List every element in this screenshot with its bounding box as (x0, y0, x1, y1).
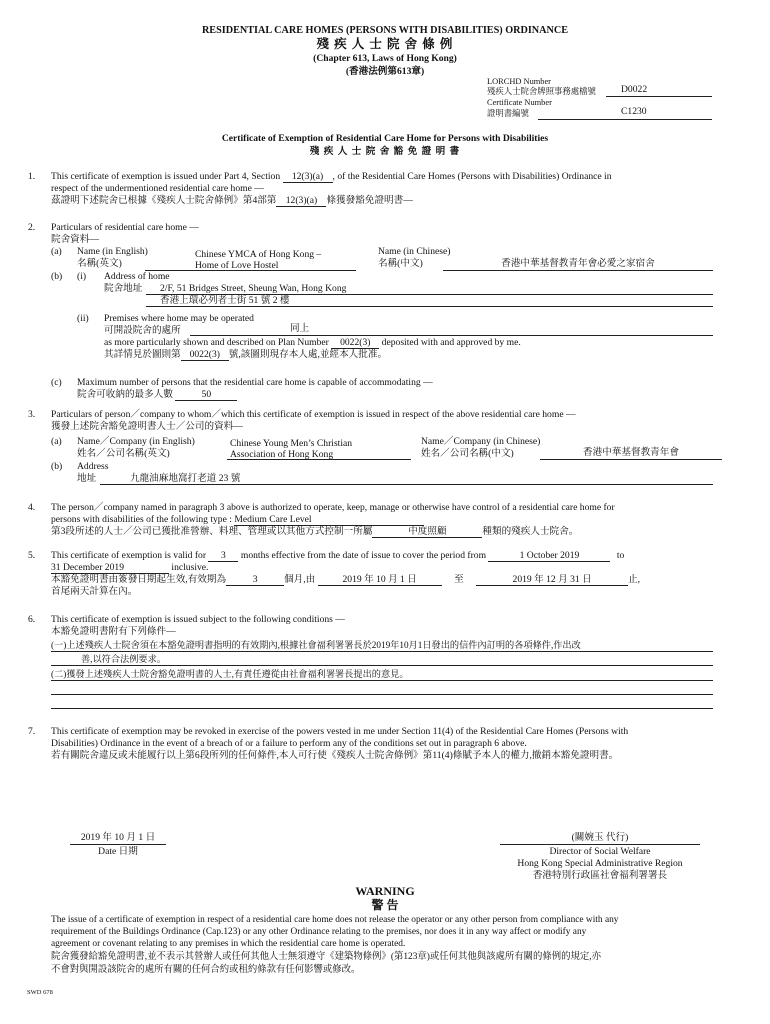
validity-line-en-1: This certificate of exemption is valid for 3 months effective from the date of issue to cover the period from 1 October 2019 to (51, 550, 625, 561)
section-2-heading-en: Particulars of residential care home — (51, 222, 199, 233)
valid-from-zh: 2019 年 10 月 1 日 (318, 574, 442, 586)
operator-name-en-label-zh: 姓名／公司名稱(英文) (77, 448, 170, 459)
condition-2: (二)獲發上述殘疾人士院舍豁免證明書的人士,有責任遵從由社會福利署署長提出的意見。 (51, 669, 409, 679)
section-1-line-2: respect of the undermentioned residential care home — (51, 183, 264, 194)
item-a-marker: (a) (51, 246, 62, 257)
section-1-line-zh: 茲證明下述院舍已根據《殘疾人士院舍條例》第4部第 12(3)(a) 條獲發豁免證明書— (51, 195, 413, 206)
signer-title-en: Director of Social Welfare (549, 846, 651, 857)
operator-name-en-value-1: Chinese Young Men’s Christian (230, 438, 353, 449)
item-3a-marker: (a) (51, 436, 62, 447)
conditions-heading-en: This certificate of exemption is issued subject to the following conditions — (51, 614, 345, 625)
cert-value: C1230 (621, 106, 647, 117)
validity-line-zh-1: 本豁免證明書由簽發日期起生效,有效期為 3 個月,由 2019 年 10 月 1 日 至 2019 年 12 月 31 日 止, (51, 574, 641, 585)
premises-label-zh: 可開設院舍的處所 (104, 325, 181, 336)
premises-value: 同上 (290, 323, 310, 334)
section-ref-zh: 12(3)(a) (276, 195, 326, 207)
operator-address-label: Address (77, 461, 109, 472)
ordinance-title-en: RESIDENTIAL CARE HOMES (PERSONS WITH DISABILITIES) ORDINANCE (201, 25, 569, 36)
section-6-number: 6. (28, 614, 36, 625)
condition-1-line-2: 善,以符合法例要求。 (81, 654, 166, 664)
item-b-ii-marker: (ii) (77, 313, 89, 324)
signer-region-en: Hong Kong Special Administrative Region (517, 858, 683, 869)
warning-title-zh: 警 告 (371, 898, 399, 912)
care-type-zh: 中度照顧 (372, 526, 482, 538)
condition-1-line-1: (一)上述殘疾人士院舍須在本豁免證明書指明的有效期內,根據社會福利署署長於2019年10月1日發出的信件內訂明的各項條件,作出改 (51, 640, 581, 650)
warning-title-en: WARNING (355, 884, 415, 898)
home-name-en-label: Name (in English) (77, 246, 148, 257)
warning-en-1: The issue of a certificate of exemption in respect of a residential care home does not release the operator or any other person from compliance with any (51, 915, 619, 925)
section-1-line-1: This certificate of exemption is issued under Part 4, Section 12(3)(a) , of the Residential Care Homes (Persons with Disabilities) Ordinance in (51, 171, 612, 182)
item-b-i-marker: (i) (77, 271, 87, 282)
home-address-en: 2/F, 51 Bridges Street, Sheung Wan, Hong Kong (160, 283, 347, 294)
lorchd-label-en: LORCHD Number (487, 77, 551, 86)
home-name-zh-value: 香港中華基督教青年會必愛之家宿舍 (443, 258, 713, 271)
warning-en-3: agreement or covenant relating to any premises in which the residential care home is operated. (51, 939, 406, 949)
operator-name-en-label: Name／Company (in English) (77, 436, 195, 447)
operator-name-zh-value: 香港中華基督教青年會 (540, 447, 722, 460)
valid-from-en: 1 October 2019 (488, 550, 610, 562)
plan-number-zh: 0022(3) (181, 349, 229, 361)
max-persons-value: 50 (175, 389, 237, 401)
validity-line-en-2: 31 December 2019 inclusive. (51, 562, 209, 573)
revocation-line-2: Disabilities) Ordinance in the event of a breach of or a failure to perform any of the conditions set out in paragraph 6 above. (51, 738, 527, 749)
form-code: SWD 678 (27, 989, 53, 996)
section-3-number: 3. (28, 409, 36, 420)
home-address-label-zh: 院舍地址 (104, 283, 143, 294)
warning-en-2: requirement of the Buildings Ordinance (Cap.123) or any other Ordinance relating to the premises, nor does it in any way affect or modify any (51, 927, 587, 937)
lorchd-label-zh: 殘疾人士院舍牌照事務處檔號 (487, 87, 596, 96)
home-address-zh: 香港上環必列者士街 51 號 2 樓 (160, 295, 290, 306)
warning-zh-1: 院舍獲發給豁免證明書,並不表示其營辦人或任何其他人士無須遵守《建築物條例》(第123章)或任何其他與該處所有關的條例的規定,亦 (51, 952, 601, 962)
item-3b-marker: (b) (51, 461, 63, 472)
item-c-marker: (c) (51, 377, 62, 388)
section-ref: 12(3)(a) (283, 171, 333, 183)
validity-months-zh: 3 (226, 574, 284, 586)
chapter-en: (Chapter 613, Laws of Hong Kong) (313, 53, 457, 64)
section-2-heading-zh: 院舍資料— (51, 234, 99, 245)
lorchd-value: D0022 (621, 84, 648, 95)
section-4-line-zh: 第3段所述的人士／公司已獲批准營辦、料理、管理或以其他方式控制一所屬 中度照顧 種類的殘疾人士院舍。 (51, 526, 579, 537)
valid-to-zh: 2019 年 12 月 31 日 (476, 574, 628, 586)
cert-label-zh: 證明書編號 (487, 109, 529, 118)
operator-address-label-zh: 地址 (77, 473, 97, 484)
issue-date-label: Date 日期 (98, 846, 138, 857)
issue-date: 2019 年 10 月 1 日 (70, 832, 166, 845)
certificate-title-en: Certificate of Exemption of Residential Care Home for Persons with Disabilities (221, 133, 549, 144)
signer-title-zh: 香港特別行政區社會福利署署長 (532, 870, 668, 881)
ordinance-title-zh: 殘 疾 人 士 院 舍 條 例 (316, 37, 454, 51)
max-persons-line: 院舍可收納的最多人數 50 (77, 389, 237, 401)
section-4-line-1: The person／company named in paragraph 3 above is authorized to operate, keep, manage or otherwise have control of a residential care home for (51, 502, 615, 513)
max-persons-label: Maximum number of persons that the residential care home is capable of accommodating — (77, 377, 433, 388)
section-3-heading-zh: 獲發上述院舍豁免證明書人士／公司的資料— (51, 421, 243, 432)
valid-to-en: 31 December 2019 (51, 562, 169, 574)
validity-line-zh-2: 首尾兩天計算在內。 (51, 586, 138, 597)
plan-line-zh: 其詳情見於圖則第 0022(3) 號,該圖則現存本人處,並經本人批准。 (104, 349, 388, 360)
home-name-en-label-zh: 名稱(英文) (77, 258, 122, 269)
section-1-number: 1. (28, 171, 36, 182)
conditions-heading-zh: 本豁免證明書附有下列條件— (51, 626, 176, 637)
section-7-number: 7. (28, 726, 36, 737)
care-type-en: Medium Care Level (234, 514, 424, 526)
warning-zh-2: 不會對與開設該院舍的處所有關的任何合約或租約條款有任何影響或修改。 (51, 965, 361, 975)
plan-line-en: as more particularly shown and described on Plan Number 0022(3) deposited with and approved by me. (104, 337, 521, 348)
premises-label: Premises where home may be operated (104, 313, 254, 324)
revocation-line-1: This certificate of exemption may be revoked in exercise of the powers vested in me under Section 11(4) of the Residential Care Homes (Persons with (51, 726, 629, 737)
home-address-label: Address of home (104, 271, 170, 282)
operator-name-zh-label-zh: 姓名／公司名稱(中文) (421, 448, 514, 459)
section-2-number: 2. (28, 222, 36, 233)
certificate-title-zh: 殘 疾 人 士 院 舍 豁 免 證 明 書 (309, 146, 461, 157)
item-b-marker: (b) (51, 271, 63, 282)
home-name-zh-label-zh: 名稱(中文) (378, 258, 423, 269)
operator-name-en-value-2: Association of Hong Kong (230, 449, 334, 460)
revocation-line-zh: 若有關院舍違反或未能履行以上第6段所列的任何條件,本人可行使《殘疾人士院舍條例》第11(4)條賦予本人的權力,撤銷本豁免證明書。 (51, 750, 619, 761)
chapter-zh: (香港法例第613章) (345, 66, 425, 77)
section-5-number: 5. (28, 550, 36, 561)
section-4-number: 4. (28, 502, 36, 513)
home-name-zh-label: Name (in Chinese) (378, 246, 451, 257)
validity-months: 3 (208, 550, 238, 562)
section-3-heading-en: Particulars of person／company to whom／which this certificate of exemption is issued in respect of the above residential care home — (51, 409, 576, 420)
operator-address-value: 九龍油麻地窩打老道 23 號 (130, 473, 241, 484)
home-name-en-value-1: Chinese YMCA of Hong Kong – (195, 249, 322, 260)
home-name-en-value-2: Home of Love Hostel (195, 260, 279, 271)
section-4-line-2: persons with disabilities of the following type : Medium Care Level (51, 514, 424, 526)
plan-number: 0022(3) (331, 337, 379, 349)
operator-name-zh-label: Name／Company (in Chinese) (421, 436, 541, 447)
signer: (關婉玉 代行) (500, 832, 700, 845)
cert-label-en: Certificate Number (487, 98, 552, 107)
